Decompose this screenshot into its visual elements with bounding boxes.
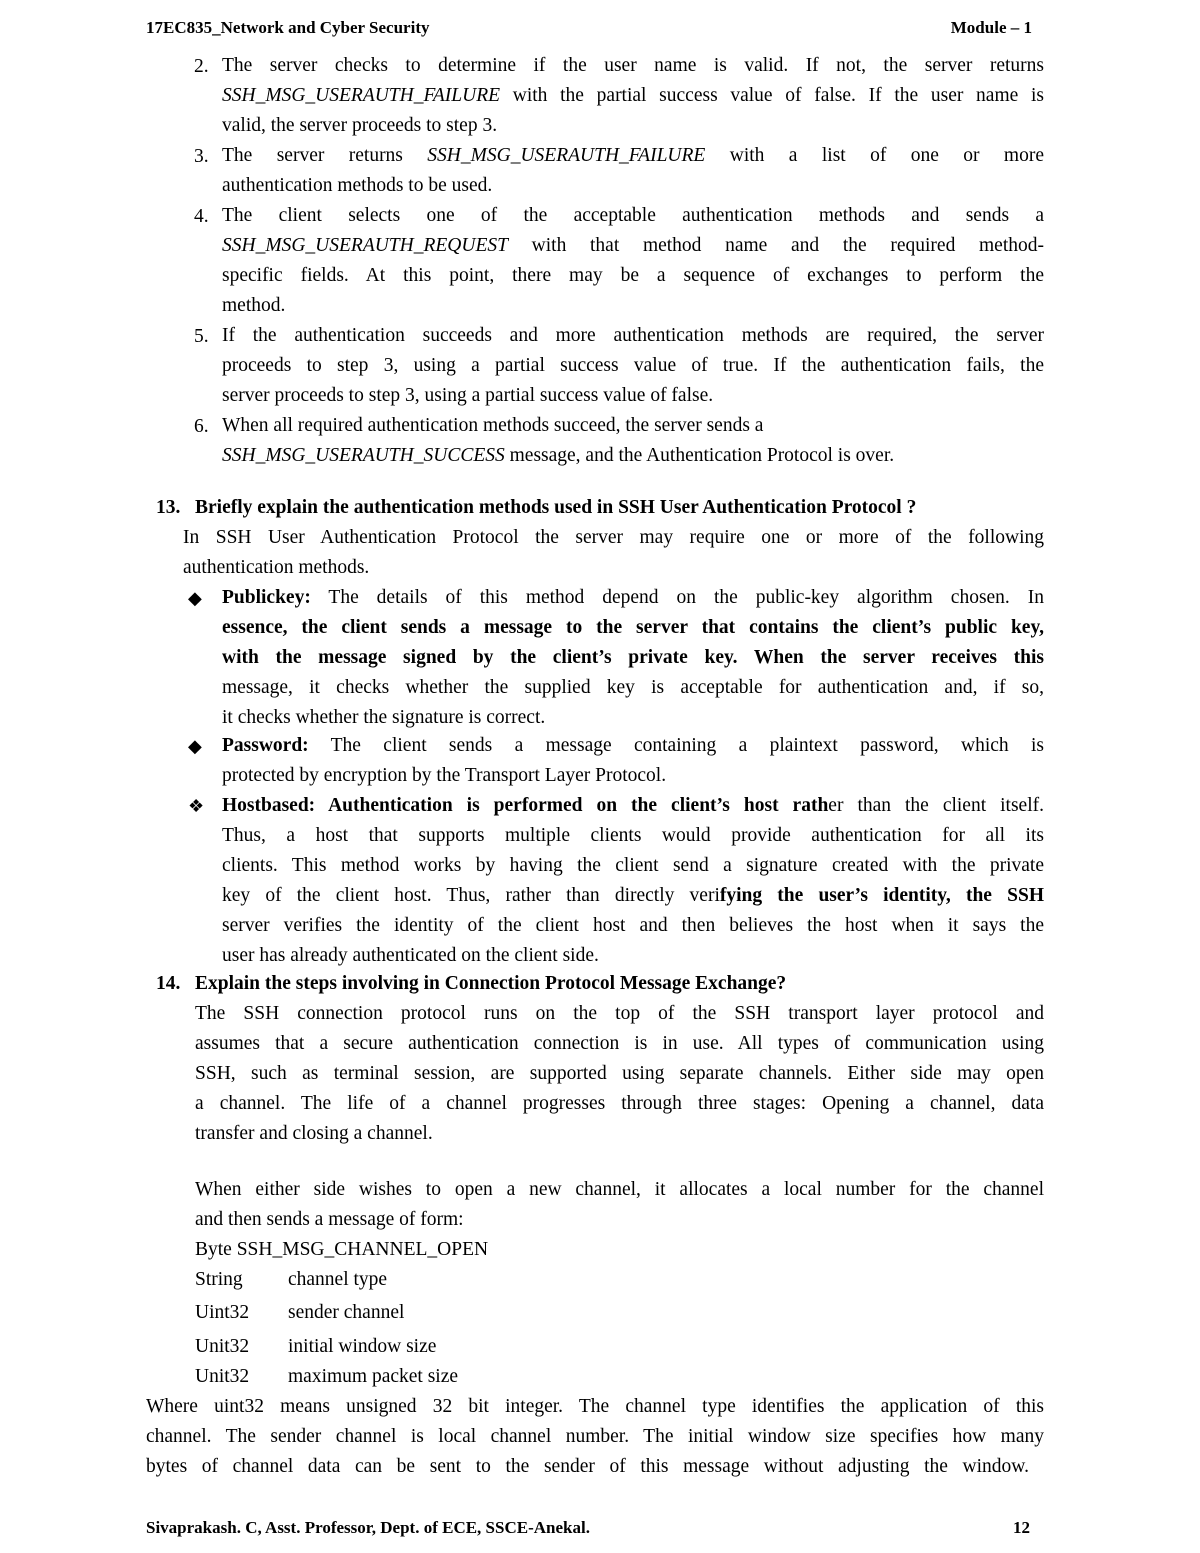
list-item-line: SSH_MSG_USERAUTH_REQUEST with that method name and the required method- — [222, 235, 1044, 256]
list-item-line: specific fields. At this point, there may be a sequence of exchanges to perform the — [222, 265, 1044, 286]
question-title: Briefly explain the authentication methods used in SSH User Authentication Protocol ? — [195, 497, 917, 518]
list-number: 2. — [194, 56, 209, 77]
list-item-line: valid, the server proceeds to step 3. — [222, 115, 498, 136]
list-item-line: SSH_MSG_USERAUTH_SUCCESS message, and the Authentication Protocol is over. — [222, 445, 895, 466]
bullet-line: Password: The client sends a message containing a plaintext password, which is — [222, 735, 1044, 756]
list-item-line: SSH_MSG_USERAUTH_FAILURE with the partial success value of false. If the user name is — [222, 85, 1044, 106]
field-type: Unit32 — [195, 1336, 250, 1357]
bullet-line: it checks whether the signature is correct. — [222, 707, 546, 728]
diamond-bullet-icon: ◆ — [188, 736, 202, 756]
message-byte-line: Byte SSH_MSG_CHANNEL_OPEN — [195, 1239, 489, 1260]
list-number: 3. — [194, 146, 209, 167]
field-name: sender channel — [288, 1302, 405, 1323]
paragraph-line: assumes that a secure authentication connection is in use. All types of communication using — [195, 1033, 1044, 1054]
question-title: Explain the steps involving in Connection Protocol Message Exchange? — [195, 973, 787, 994]
paragraph-line: transfer and closing a channel. — [195, 1123, 433, 1144]
bullet-line: with the message signed by the client’s private key. When the server receives this — [222, 647, 1044, 668]
list-number: 6. — [194, 416, 209, 437]
header-title: 17EC835_Network and Cyber Security — [146, 18, 430, 37]
list-item-line: The server returns SSH_MSG_USERAUTH_FAILURE with a list of one or more — [222, 145, 1044, 166]
paragraph-line: channel. The sender channel is local channel number. The initial window size specifies how many — [146, 1426, 1044, 1447]
paragraph-line: The SSH connection protocol runs on the top of the SSH transport layer protocol and — [195, 1003, 1044, 1024]
list-item-line: If the authentication succeeds and more authentication methods are required, the server — [222, 325, 1044, 346]
paragraph-line: a channel. The life of a channel progresses through three stages: Opening a channel, data — [195, 1093, 1044, 1114]
paragraph-line: SSH, such as terminal session, are supported using separate channels. Either side may open — [195, 1063, 1044, 1084]
list-item-line: When all required authentication methods succeed, the server sends a — [222, 415, 764, 436]
field-name: channel type — [288, 1269, 388, 1290]
field-name: maximum packet size — [288, 1366, 459, 1387]
paragraph-line: and then sends a message of form: — [195, 1209, 464, 1230]
bullet-line: user has already authenticated on the client side. — [222, 945, 599, 966]
bullet-line: message, it checks whether the supplied key is acceptable for authentication and, if so, — [222, 677, 1044, 698]
bullet-line: Publickey: The details of this method depend on the public-key algorithm chosen. In — [222, 587, 1044, 608]
bullet-line: key of the client host. Thus, rather than directly verifying the user’s identity, the SSH — [222, 885, 1044, 906]
list-item-line: The client selects one of the acceptable authentication methods and sends a — [222, 205, 1044, 226]
page-number: 12 — [1013, 1518, 1030, 1537]
list-item-line: The server checks to determine if the user name is valid. If not, the server returns — [222, 55, 1044, 76]
paragraph-line: Where uint32 means unsigned 32 bit integer. The channel type identifies the application of this — [146, 1396, 1044, 1417]
diamond-bullet-icon: ◆ — [188, 588, 202, 608]
field-type: String — [195, 1269, 243, 1290]
paragraph-line: bytes of channel data can be sent to the sender of this message without adjusting the window. — [146, 1456, 1029, 1477]
list-item-line: method. — [222, 295, 286, 316]
paragraph-line: authentication methods. — [183, 557, 370, 578]
field-type: Unit32 — [195, 1366, 250, 1387]
list-number: 5. — [194, 326, 209, 347]
paragraph-line: When either side wishes to open a new channel, it allocates a local number for the channel — [195, 1179, 1044, 1200]
list-number: 4. — [194, 206, 209, 227]
list-item-line: authentication methods to be used. — [222, 175, 493, 196]
bullet-line: Hostbased: Authentication is performed on the client’s host rather than the client itself. — [222, 795, 1044, 816]
bullet-line: protected by encryption by the Transport Layer Protocol. — [222, 765, 667, 786]
question-number: 14. — [156, 973, 181, 994]
list-item-line: server proceeds to step 3, using a partial success value of false. — [222, 385, 714, 406]
field-name: initial window size — [288, 1336, 437, 1357]
bullet-line: server verifies the identity of the client host and then believes the host when it says the — [222, 915, 1044, 936]
header-module: Module – 1 — [950, 18, 1032, 37]
bullet-line: essence, the client sends a message to the server that contains the client’s public key, — [222, 617, 1044, 638]
footer-author: Sivaprakash. C, Asst. Professor, Dept. of ECE, SSCE-Anekal. — [146, 1518, 590, 1537]
list-item-line: proceeds to step 3, using a partial success value of true. If the authentication fails, the — [222, 355, 1044, 376]
bullet-line: clients. This method works by having the client send a signature created with the private — [222, 855, 1044, 876]
bullet-line: Thus, a host that supports multiple clients would provide authentication for all its — [222, 825, 1044, 846]
diamond-bullet-icon: ❖ — [188, 796, 205, 816]
paragraph-line: In SSH User Authentication Protocol the server may require one or more of the following — [183, 527, 1044, 548]
field-type: Uint32 — [195, 1302, 250, 1323]
question-number: 13. — [156, 497, 181, 518]
